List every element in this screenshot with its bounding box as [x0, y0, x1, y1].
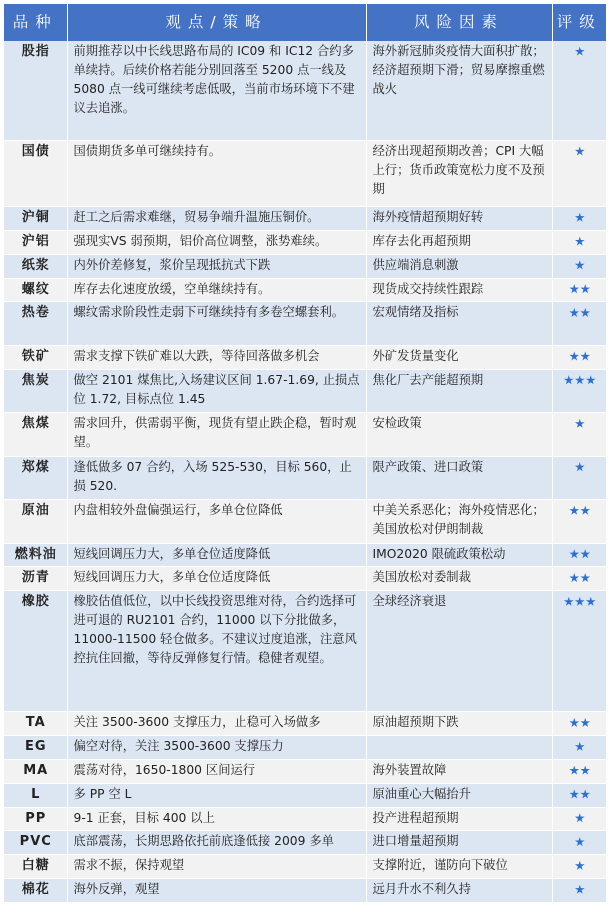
table-row — [4, 855, 606, 879]
rating-cell — [552, 230, 606, 254]
rating-cell — [552, 783, 606, 807]
strategy-cell: 多 PP 空 L — [67, 783, 366, 807]
product-cell: MA — [4, 760, 67, 784]
strategy-cell: 偏空对待，关注 3500-3600 支撑压力 — [67, 736, 366, 760]
strategy-cell: 前期推荐以中长线思路布局的 IC09 和 IC12 合约多单续持。后续价格若能分别回落至 5200 点一线及 5080 点一线可继续考虑低吸，当前市场环境下不建议去追涨。 — [67, 41, 366, 140]
table-row — [4, 456, 606, 499]
star-icon — [569, 506, 579, 516]
table-row — [4, 783, 606, 807]
table-row — [4, 254, 606, 278]
star-icon — [564, 375, 574, 385]
product-cell: 橡胶 — [4, 591, 67, 712]
risk-cell: 限产政策、进口政策 — [366, 456, 552, 499]
rating-cell — [552, 41, 606, 140]
strategy-cell: 国债期货多单可继续持有。 — [67, 140, 366, 206]
table-row — [4, 345, 606, 369]
strategy-cell: 需求支撑下铁矿难以大跌，等待回落做多机会 — [67, 345, 366, 369]
product-cell: 国债 — [4, 140, 67, 206]
strategy-cell: 逢低做多 07 合约，入场 525-530，目标 560，止损 520. — [67, 456, 366, 499]
risk-cell: 海外装置故障 — [366, 760, 552, 784]
risk-cell: 中美关系恶化；海外疫情恶化；美国放松对伊朗制裁 — [366, 500, 552, 543]
strategy-cell: 做空 2101 煤焦比,入场建议区间 1.67-1.69, 止损点位 1.72, 目标点位 1.45 — [67, 369, 366, 412]
header-strategy: 观点/策略 — [67, 4, 366, 41]
strategy-cell: 短线回调压力大，多单仓位适度降低 — [67, 567, 366, 591]
table-row — [4, 543, 606, 567]
rating-cell — [552, 712, 606, 736]
risk-cell: 现货成交持续性跟踪 — [366, 278, 552, 302]
star-icon — [575, 597, 585, 607]
strategy-cell: 库存去化速度放缓，空单继续持有。 — [67, 278, 366, 302]
risk-cell: 外矿发货量变化 — [366, 345, 552, 369]
star-icon — [575, 462, 585, 472]
risk-cell: 美国放松对委制裁 — [366, 567, 552, 591]
product-cell: 燃料油 — [4, 543, 67, 567]
product-cell: PVC — [4, 831, 67, 855]
strategy-cell: 海外反弹，观望 — [67, 879, 366, 903]
rating-cell — [552, 500, 606, 543]
product-cell: 沪铜 — [4, 207, 67, 231]
star-icon — [569, 766, 579, 776]
star-icon — [569, 718, 579, 728]
star-icon — [580, 308, 590, 318]
star-icon — [580, 789, 590, 799]
star-icon — [575, 861, 585, 871]
rating-cell — [552, 855, 606, 879]
rating-cell — [552, 831, 606, 855]
strategy-cell: 内盘相较外盘偏强运行，多单仓位降低 — [67, 500, 366, 543]
table-row — [4, 207, 606, 231]
rating-cell — [552, 760, 606, 784]
table-row — [4, 831, 606, 855]
table-row — [4, 807, 606, 831]
rating-cell — [552, 807, 606, 831]
strategy-cell: 震荡对待，1650-1800 区间运行 — [67, 760, 366, 784]
risk-cell: 投产进程超预期 — [366, 807, 552, 831]
table-row — [4, 230, 606, 254]
table-row — [4, 591, 606, 712]
risk-cell: 支撑附近，谨防向下破位 — [366, 855, 552, 879]
risk-cell: 原油重心大幅抬升 — [366, 783, 552, 807]
table-row — [4, 41, 606, 140]
star-icon — [580, 766, 590, 776]
strategy-cell: 9-1 正套，目标 400 以上 — [67, 807, 366, 831]
star-icon — [580, 718, 590, 728]
table-row — [4, 278, 606, 302]
product-cell: 热卷 — [4, 302, 67, 345]
risk-cell: 焦化厂去产能超预期 — [366, 369, 552, 412]
star-icon — [575, 813, 585, 823]
strategy-cell: 关注 3500-3600 支撑压力，止稳可入场做多 — [67, 712, 366, 736]
product-cell: 焦炭 — [4, 369, 67, 412]
risk-cell: 经济出现超预期改善；CPI 大幅上行；货币政策宽松力度不及预期 — [366, 140, 552, 206]
risk-cell: 宏观情绪及指标 — [366, 302, 552, 345]
star-icon — [580, 506, 590, 516]
star-icon — [569, 573, 579, 583]
rating-cell — [552, 254, 606, 278]
rating-cell — [552, 591, 606, 712]
risk-cell: 安检政策 — [366, 413, 552, 456]
product-cell: 沥青 — [4, 567, 67, 591]
strategy-cell: 底部震荡，长期思路依托前底逢低接 2009 多单 — [67, 831, 366, 855]
risk-cell: 供应端消息刺激 — [366, 254, 552, 278]
table-row — [4, 760, 606, 784]
rating-cell — [552, 140, 606, 206]
product-cell: 纸浆 — [4, 254, 67, 278]
star-icon — [580, 573, 590, 583]
strategy-table — [4, 4, 606, 903]
table-row — [4, 567, 606, 591]
star-icon — [575, 47, 585, 57]
strategy-cell: 短线回调压力大，多单仓位适度降低 — [67, 543, 366, 567]
strategy-cell: 需求不振，保持观望 — [67, 855, 366, 879]
risk-cell: 进口增量超预期 — [366, 831, 552, 855]
rating-cell — [552, 302, 606, 345]
rating-cell — [552, 736, 606, 760]
rating-cell — [552, 207, 606, 231]
product-cell: 铁矿 — [4, 345, 67, 369]
star-icon — [569, 789, 579, 799]
table-row — [4, 879, 606, 903]
star-icon — [564, 597, 574, 607]
product-cell: 原油 — [4, 500, 67, 543]
star-icon — [586, 597, 596, 607]
product-cell: 白糖 — [4, 855, 67, 879]
star-icon — [569, 308, 579, 318]
risk-cell: 库存去化再超预期 — [366, 230, 552, 254]
rating-cell — [552, 567, 606, 591]
rating-cell — [552, 413, 606, 456]
star-icon — [575, 837, 585, 847]
risk-cell: 全球经济衰退 — [366, 591, 552, 712]
rating-cell — [552, 345, 606, 369]
product-cell: 沪铝 — [4, 230, 67, 254]
star-icon — [580, 549, 590, 559]
risk-cell: IMO2020 限硫政策松动 — [366, 543, 552, 567]
star-icon — [580, 351, 590, 361]
header-product: 品种 — [4, 4, 67, 41]
table-row — [4, 500, 606, 543]
header-rating: 评级 — [552, 4, 606, 41]
strategy-cell: 螺纹需求阶段性走弱下可继续持有多卷空螺套利。 — [67, 302, 366, 345]
star-icon — [569, 351, 579, 361]
table-row — [4, 302, 606, 345]
strategy-cell: 赶工之后需求难继，贸易争端升温施压铜价。 — [67, 207, 366, 231]
risk-cell — [366, 736, 552, 760]
product-cell: 股指 — [4, 41, 67, 140]
risk-cell: 远月升水不利久持 — [366, 879, 552, 903]
rating-cell — [552, 879, 606, 903]
header-row — [4, 4, 606, 41]
rating-cell — [552, 456, 606, 499]
product-cell: PP — [4, 807, 67, 831]
risk-cell: 原油超预期下跌 — [366, 712, 552, 736]
star-icon — [575, 419, 585, 429]
star-icon — [575, 213, 585, 223]
strategy-cell: 需求回升，供需弱平衡，现货有望止跌企稳，暂时观望。 — [67, 413, 366, 456]
table-row — [4, 413, 606, 456]
product-cell: EG — [4, 736, 67, 760]
risk-cell: 海外疫情超预期好转 — [366, 207, 552, 231]
strategy-cell: 内外价差修复，浆价呈现抵抗式下跌 — [67, 254, 366, 278]
star-icon — [575, 742, 585, 752]
table-row — [4, 712, 606, 736]
risk-cell: 海外新冠肺炎疫情大面积扩散；经济超预期下滑；贸易摩擦重燃战火 — [366, 41, 552, 140]
star-icon — [575, 236, 585, 246]
strategy-cell: 橡胶估值低位，以中长线投资思维对待，合约选择可进可退的 RU2101 合约，11000 以下分批做多，11000-11500 轻仓做多。不建议过度追涨，注意风控抗住回撤，等待反弹修复行情。稳健者观望。 — [67, 591, 366, 712]
strategy-cell: 强现实VS 弱预期，铝价高位调整，涨势难续。 — [67, 230, 366, 254]
product-cell: 棉花 — [4, 879, 67, 903]
product-cell: TA — [4, 712, 67, 736]
star-icon — [580, 284, 590, 294]
star-icon — [575, 146, 585, 156]
rating-cell — [552, 543, 606, 567]
header-risk: 风险因素 — [366, 4, 552, 41]
star-icon — [575, 260, 585, 270]
table-row — [4, 369, 606, 412]
product-cell: 郑煤 — [4, 456, 67, 499]
star-icon — [575, 375, 585, 385]
table-row — [4, 140, 606, 206]
rating-cell — [552, 278, 606, 302]
product-cell: 螺纹 — [4, 278, 67, 302]
product-cell: L — [4, 783, 67, 807]
rating-cell — [552, 369, 606, 412]
product-cell: 焦煤 — [4, 413, 67, 456]
star-icon — [586, 375, 596, 385]
star-icon — [575, 885, 585, 895]
star-icon — [569, 284, 579, 294]
star-icon — [569, 549, 579, 559]
table-row — [4, 736, 606, 760]
